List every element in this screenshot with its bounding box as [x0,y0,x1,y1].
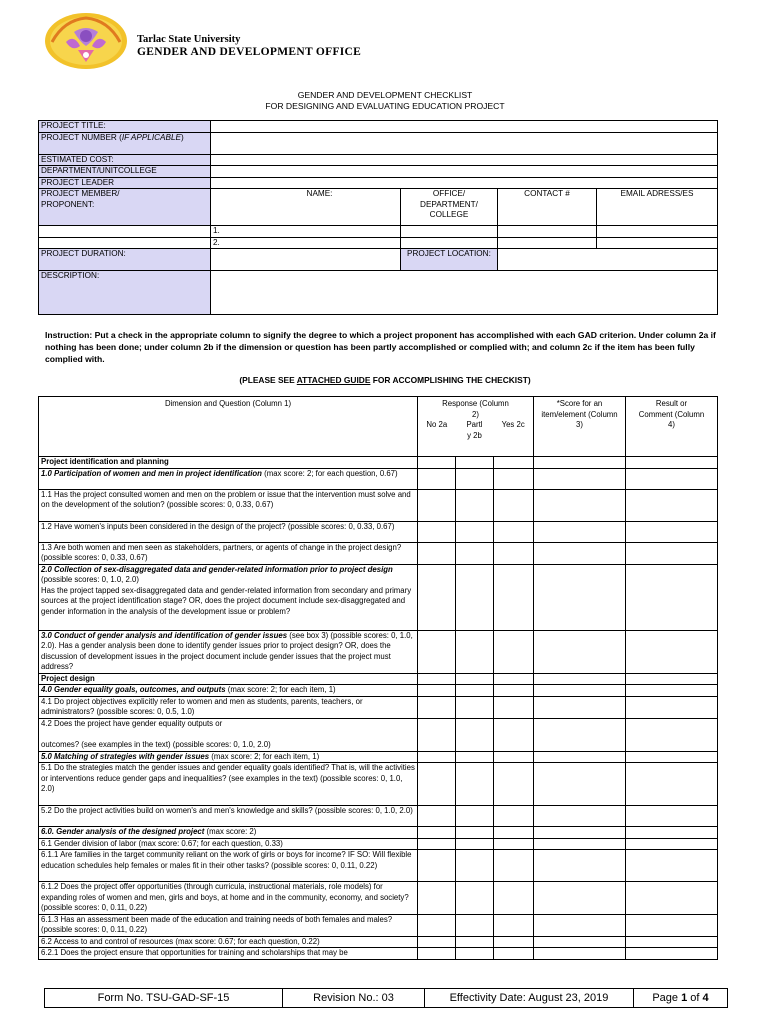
score-cell[interactable] [534,882,626,915]
score-cell[interactable] [534,457,626,469]
result-cell[interactable] [626,806,718,827]
check-partly[interactable] [456,542,494,564]
name-column-header: NAME: [211,189,401,226]
score-column-header: *Score for an item/element (Column 3) [534,397,626,457]
result-cell[interactable] [626,751,718,763]
check-partly[interactable] [456,850,494,882]
project-duration-label: PROJECT DURATION: [39,249,211,271]
check-yes[interactable] [494,838,534,850]
project-number-field[interactable] [211,132,718,154]
check-yes[interactable] [494,806,534,827]
gad-criteria-table [38,396,718,960]
criterion-5-1: 5.1 Do the strategies match the gender issues and gender equality goals identified? That is, will the activities or interventions reduce gender gaps and inequalities? (see examples in the text) (possible scores: 0, 1.0, 2.0) [39,763,418,806]
check-yes[interactable] [494,718,534,751]
result-cell[interactable] [626,718,718,751]
score-cell[interactable] [534,763,626,806]
criterion-4-0: 4.0 Gender equality goals, outcomes, and outputs (max score: 2; for each item, 1) [39,685,418,697]
member-row-2-email[interactable] [597,237,718,249]
check-yes[interactable] [494,489,534,521]
check-no[interactable] [418,936,456,948]
score-cell[interactable] [534,521,626,542]
score-cell[interactable] [534,751,626,763]
score-cell[interactable] [534,838,626,850]
check-no[interactable] [418,718,456,751]
check-no[interactable] [418,521,456,542]
criterion-1-3: 1.3 Are both women and men seen as stakeholders, partners, or agents of change in the project design? (possible scores: 0, 0.33, 0.67) [39,542,418,564]
department-label: DEPARTMENT/UNITCOLLEGE [39,166,211,178]
effectivity-date: Effectivity Date: August 23, 2019 [425,989,634,1008]
project-location-field[interactable] [498,249,718,271]
section-project-design: Project design [39,673,418,685]
criterion-5-2: 5.2 Do the project activities build on women's and men's knowledge and skills? (possible scores: 0, 1.0, 2.0) [39,806,418,827]
result-cell[interactable] [626,630,718,673]
check-partly[interactable] [456,630,494,673]
description-label: DESCRIPTION: [39,271,211,315]
estimated-cost-label: ESTIMATED COST: [39,154,211,166]
check-yes[interactable] [494,914,534,936]
criterion-1-0: 1.0 Participation of women and men in project identification (max score: 2; for each question, 0.67) [39,468,418,489]
check-no[interactable] [418,457,456,469]
result-cell[interactable] [626,936,718,948]
check-yes[interactable] [494,468,534,489]
score-cell[interactable] [534,948,626,960]
page-indicator: Page 1 of 4 [634,989,728,1008]
revision-number: Revision No.: 03 [283,989,425,1008]
criterion-6-1-3: 6.1.3 Has an assessment been made of the education and training needs of both females and males? (possible scores: 0, 0.11, 0.22) [39,914,418,936]
document-title: GENDER AND DEVELOPMENT CHECKLIST [297,90,473,100]
document-subtitle: FOR DESIGNING AND EVALUATING EDUCATION PROJECT [265,101,505,111]
check-yes[interactable] [494,850,534,882]
criterion-6-1-2: 6.1.2 Does the project offer opportunities (through curricula, instructional materials, role models) for expanding roles of women and men, girls and boys, at home and in the community, economy, and society? (possible scores: 0, 0.11, 0.22) [39,882,418,915]
result-cell[interactable] [626,763,718,806]
check-yes[interactable] [494,751,534,763]
result-cell[interactable] [626,838,718,850]
guide-note: (PLEASE SEE ATTACHED GUIDE FOR ACCOMPLISHING THE CHECKIST) [239,375,531,385]
check-no[interactable] [418,882,456,915]
contact-column-header: CONTACT # [498,189,597,226]
result-cell[interactable] [626,882,718,915]
score-cell[interactable] [534,914,626,936]
result-cell[interactable] [626,489,718,521]
check-yes[interactable] [494,827,534,839]
estimated-cost-field[interactable] [211,154,718,166]
member-row-1-email[interactable] [597,226,718,238]
check-partly[interactable] [456,936,494,948]
check-yes[interactable] [494,457,534,469]
score-cell[interactable] [534,468,626,489]
check-no[interactable] [418,468,456,489]
office-column-header: OFFICE/ DEPARTMENT/ COLLEGE [401,189,498,226]
project-member-label: PROJECT MEMBER/ PROPONENT: [39,189,211,226]
result-column-header: Result or Comment (Column 4) [626,397,718,457]
check-yes[interactable] [494,948,534,960]
check-yes[interactable] [494,696,534,718]
criterion-5-0: 5.0 Matching of strategies with gender issues (max score: 2; for each item, 1) [39,751,418,763]
check-partly[interactable] [456,521,494,542]
member-row-2-office[interactable] [401,237,498,249]
check-yes[interactable] [494,882,534,915]
response-column-header: Response (Column 2) No 2a Partl y 2b Yes 2c [418,397,534,457]
score-cell[interactable] [534,673,626,685]
check-partly[interactable] [456,751,494,763]
check-yes[interactable] [494,564,534,630]
project-duration-field[interactable] [211,249,401,271]
score-cell[interactable] [534,718,626,751]
result-cell[interactable] [626,827,718,839]
check-partly[interactable] [456,489,494,521]
member-row-2-name[interactable]: 2. [211,237,401,249]
member-row-1-name[interactable]: 1. [211,226,401,238]
check-no[interactable] [418,630,456,673]
member-row-1-office[interactable] [401,226,498,238]
yes-2c-header: Yes 2c [501,420,525,429]
project-leader-label: PROJECT LEADER [39,177,211,189]
criterion-6-0: 6.0. Gender analysis of the designed project (max score: 2) [39,827,418,839]
criterion-1-1: 1.1 Has the project consulted women and men on the problem or issue that the intervention must solve and on the development of the solution? (possible scores: 0, 0.33, 0.67) [39,489,418,521]
member-row-2-contact[interactable] [498,237,597,249]
check-no[interactable] [418,850,456,882]
member-row-1-blank [39,226,211,238]
form-number: Form No. TSU-GAD-SF-15 [45,989,283,1008]
result-cell[interactable] [626,696,718,718]
score-cell[interactable] [534,630,626,673]
result-cell[interactable] [626,850,718,882]
attached-guide-link[interactable]: ATTACHED GUIDE [296,375,371,385]
score-cell[interactable] [534,827,626,839]
score-cell[interactable] [534,850,626,882]
check-yes[interactable] [494,630,534,673]
check-partly[interactable] [456,673,494,685]
result-cell[interactable] [626,673,718,685]
check-partly[interactable] [456,882,494,915]
department-field[interactable] [211,166,718,178]
project-title-label: PROJECT TITLE: [39,121,211,133]
check-partly[interactable] [456,468,494,489]
criterion-6-2: 6.2 Access to and control of resources (max score: 0.67; for each question, 0.22) [39,936,418,948]
description-field[interactable] [211,271,718,315]
check-yes[interactable] [494,673,534,685]
project-info-table [38,120,718,315]
check-partly[interactable] [456,685,494,697]
check-no[interactable] [418,696,456,718]
no-2a-header: No 2a [426,420,448,429]
email-column-header: EMAIL ADRESS/ES [597,189,718,226]
check-partly[interactable] [456,457,494,469]
instruction-text: Instruction: Put a check in the appropriate column to signify the degree to which a project proponent has accomplished with each GAD criterion. Under column 2a if nothing has been done; under column 2b if the dimension or question has been partly accomplished or complied with; and column 2c if the item has been fully complied with. [45,330,716,364]
criterion-3-0: 3.0 Conduct of gender analysis and identification of gender issues (see box 3) (possible scores: 0, 1.0, 2.0). Has a gender analysis been done to identify gender issues prior to project design? OR, does the discussion of development issues in the project document include gender issues that the project must address? [39,630,418,673]
check-partly[interactable] [456,718,494,751]
result-cell[interactable] [626,542,718,564]
university-seal-logo [44,12,128,70]
check-yes[interactable] [494,763,534,806]
check-partly[interactable] [456,914,494,936]
check-partly[interactable] [456,827,494,839]
result-cell[interactable] [626,457,718,469]
check-no[interactable] [418,827,456,839]
university-name: Tarlac State University [137,34,241,45]
score-cell[interactable] [534,564,626,630]
check-partly[interactable] [456,696,494,718]
check-no[interactable] [418,751,456,763]
criterion-6-1: 6.1 Gender division of labor (max score: 0.67; for each question, 0.33) [39,838,418,850]
check-partly[interactable] [456,564,494,630]
score-cell[interactable] [534,542,626,564]
check-no[interactable] [418,914,456,936]
check-partly[interactable] [456,806,494,827]
result-cell[interactable] [626,468,718,489]
criterion-6-2-1: 6.2.1 Does the project ensure that opportunities for training and scholarships that may be [39,948,418,960]
score-cell[interactable] [534,696,626,718]
criterion-1-2: 1.2 Have women's inputs been considered in the design of the project? (possible scores: 0, 0.33, 0.67) [39,521,418,542]
result-cell[interactable] [626,948,718,960]
project-title-field[interactable] [211,121,718,133]
check-yes[interactable] [494,521,534,542]
dimension-column-header: Dimension and Question (Column 1) [39,397,418,457]
form-footer [44,988,728,1008]
check-no[interactable] [418,685,456,697]
check-no[interactable] [418,673,456,685]
check-no[interactable] [418,948,456,960]
criterion-6-1-1: 6.1.1 Are families in the target community reliant on the work of girls or boys for income? IF SO: Will flexible education schedules help females or males fit in their other tasks? (possible scores: 0, 0.11, 0.22) [39,850,418,882]
project-number-label: PROJECT NUMBER (IF APPLICABLE) [39,132,211,154]
check-partly[interactable] [456,763,494,806]
result-cell[interactable] [626,914,718,936]
check-no[interactable] [418,806,456,827]
check-partly[interactable] [456,838,494,850]
check-yes[interactable] [494,542,534,564]
check-partly[interactable] [456,948,494,960]
check-no[interactable] [418,763,456,806]
member-row-2-blank [39,237,211,249]
criterion-2-0: 2.0 Collection of sex-disaggregated data and gender-related information prior to project design (possible scores: 0, 1.0, 2.0) Has the project tapped sex-disaggregated data and gender-related information from secondary and primary sources at the project identification stage? OR, does the project document include sex-disaggregated and gender information in the analysis of the development issue or problem? [39,564,418,630]
check-no[interactable] [418,838,456,850]
score-cell[interactable] [534,806,626,827]
result-cell[interactable] [626,564,718,630]
partly-2b-header: Partl y 2b [466,420,483,440]
score-cell[interactable] [534,489,626,521]
result-cell[interactable] [626,685,718,697]
check-yes[interactable] [494,685,534,697]
check-yes[interactable] [494,936,534,948]
check-no[interactable] [418,542,456,564]
member-row-1-contact[interactable] [498,226,597,238]
criterion-4-2: 4.2 Does the project have gender equality outputs or outcomes? (see examples in the text) (possible scores: 0, 1.0, 2.0) [39,718,418,751]
office-name: GENDER AND DEVELOPMENT OFFICE [137,46,362,58]
score-cell[interactable] [534,685,626,697]
check-no[interactable] [418,564,456,630]
score-cell[interactable] [534,936,626,948]
result-cell[interactable] [626,521,718,542]
project-location-label: PROJECT LOCATION: [401,249,498,271]
criterion-4-1: 4.1 Do project objectives explicitly refer to women and men as students, parents, teachers, or administrators? (possible scores: 0, 0.5, 1.0) [39,696,418,718]
check-no[interactable] [418,489,456,521]
section-identification-planning: Project identification and planning [39,457,418,469]
project-leader-field[interactable] [211,177,718,189]
